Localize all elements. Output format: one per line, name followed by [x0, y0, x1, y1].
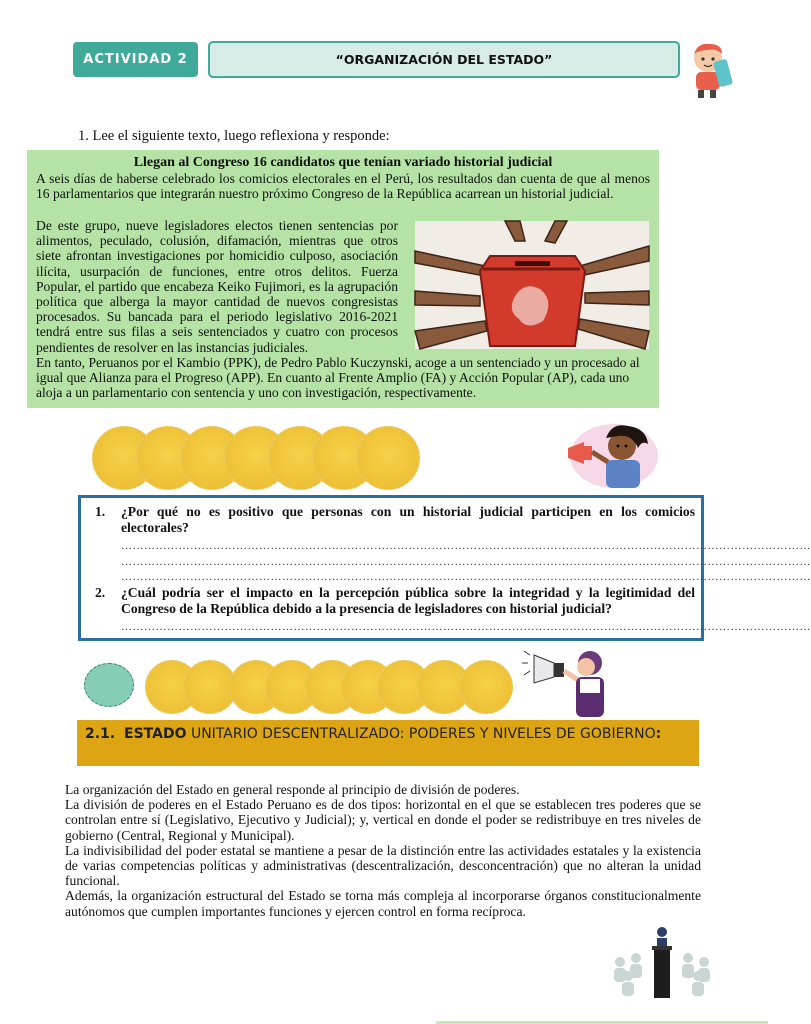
question-text: ¿Cuál podría ser el impacto en la percepción pública sobre la integridad y la legitimidad del Congreso de la República debido a la presencia de legisladores con historial judicial?: [121, 585, 695, 616]
section-heading-colon: :: [655, 726, 662, 742]
answer-line[interactable]: ………………………………………………………………………………………………………………………………………………………………: [121, 540, 811, 552]
answer-line[interactable]: ………………………………………………………………………………………………………………………………………………………………: [121, 571, 811, 583]
section-heading-rest: UNITARIO DESCENTRALIZADO: PODERES Y NIVELES DE GOBIERNO: [190, 726, 656, 742]
body-paragraph: La indivisibilidad del poder estatal se mantiene a pesar de la distinción entre las actividades estatales y la existencia de varias competencias políticas y administrativas (descentralización, desconcentración) que no alteran la unidad funcional.: [65, 842, 701, 889]
section-number: 2.1.: [85, 726, 116, 742]
answer-line[interactable]: ………………………………………………………………………………………………………………………………………………………………: [121, 556, 811, 568]
question-number: 2.: [95, 585, 106, 600]
megaphone-girl-icon: [562, 418, 662, 490]
answer-line[interactable]: ………………………………………………………………………………………………………………………………………………………………: [121, 621, 811, 633]
news-title: Llegan al Congreso 16 candidatos que tenían variado historial judicial: [133, 155, 553, 170]
decorative-circles-row-1: [92, 426, 432, 488]
news-paragraph-3: En tanto, Peruanos por el Kambio (PPK), de Pedro Pablo Kuczynski, acoge a un sentenciado y un procesado al igual que Alianza para el Progreso (APP). En cuanto al Frente Amplio (FA) y Acción Popular (AP), cada uno aloja a un parlamentario con sentencia y uno con investigación, respectivamente.: [36, 355, 640, 401]
decorative-circles-row-2: [145, 660, 515, 712]
news-box: [27, 150, 659, 408]
question-2: [95, 585, 695, 617]
section-heading-bar: [77, 720, 699, 766]
podium-audience-icon: [608, 920, 720, 998]
section-heading-bold: ESTADO: [124, 726, 187, 742]
question-text: ¿Por qué no es positivo que personas con un historial judicial participen en los comicios electorales?: [121, 504, 695, 535]
activity-badge: ACTIVIDAD 2: [73, 42, 198, 77]
activity-title: “ORGANIZACIÓN DEL ESTADO”: [208, 41, 680, 78]
questions-box: [78, 495, 811, 641]
news-paragraph-1: A seis días de haberse celebrado los comicios electorales en el Perú, los resultados dan cuenta de que al menos 16 parlamentarios que integrarán nuestro próximo Congreso de la República acarrean un historial judicial.: [36, 171, 650, 202]
decorative-teal-circle: [84, 663, 134, 707]
student-icon: [686, 40, 738, 100]
megaphone-woman-icon: [520, 643, 616, 723]
instruction-text: 1. Lee el siguiente texto, luego reflexiona y responde:: [78, 128, 390, 144]
ballot-box-illustration: [415, 221, 649, 349]
question-number: 1.: [95, 504, 106, 519]
body-paragraph: La organización del Estado en general responde al principio de división de poderes.: [65, 782, 520, 797]
body-paragraph: Además, la organización estructural del Estado se torna más compleja al incorporarse órganos constitucionalmente autónomos que cumplen importantes funciones y ejercen control en forma recíproca.: [65, 888, 701, 919]
section-heading: [85, 725, 695, 744]
question-1: [95, 504, 695, 536]
news-paragraph-2: De este grupo, nueve legisladores electos tienen sentencias por alimentos, peculado, colusión, difamación, mientras que otros siete afrontan investigaciones por homicidio culposo, asociación ilícita, usurpación de funciones, entre otros delitos. Fuerza Popular, el partido que encabeza Keiko Fujimori, es la agrupación política que alberga la mayor cantidad de nuevos congresistas procesados. Su bancada para el periodo legislativo 2016-2021 tendrá entre sus filas a seis sentenciados y cuatro con procesos pendientes de resolver en las instancias judiciales.: [36, 218, 398, 355]
body-paragraph: La división de poderes en el Estado Peruano es de dos tipos: horizontal en el que se establecen tres poderes que se controlan entre sí (Legislativo, Ejecutivo y Judicial); y, vertical en donde el poder se redistribuye en tres niveles de gobierno (Central, Regional y Municipal).: [65, 797, 701, 843]
body-text: [65, 782, 701, 919]
